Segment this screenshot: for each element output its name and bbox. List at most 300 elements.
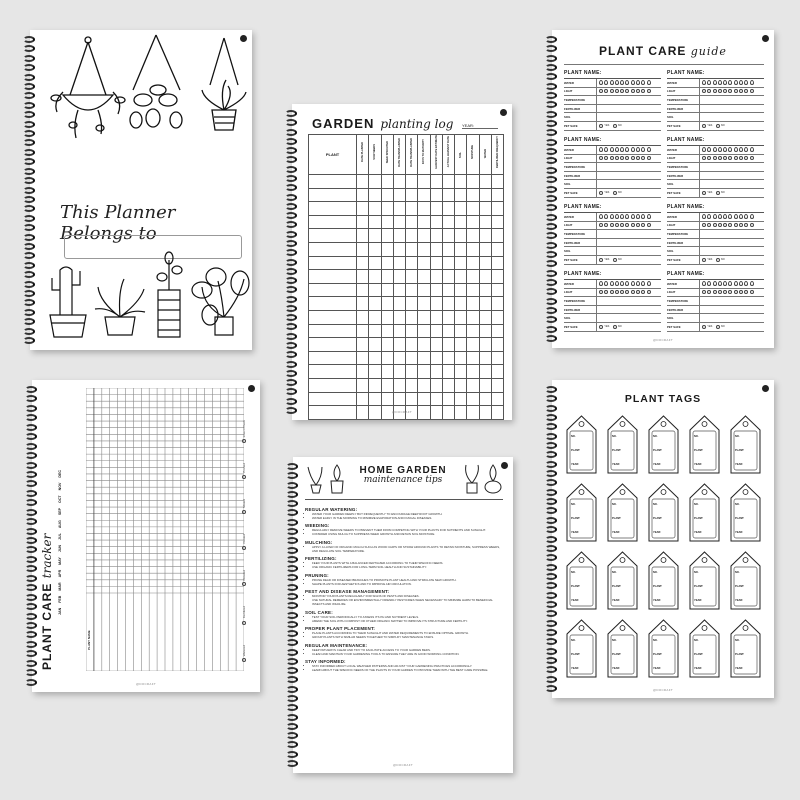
sun-icon[interactable] xyxy=(718,156,722,160)
legend-circle[interactable] xyxy=(242,475,246,479)
sun-icon[interactable] xyxy=(625,223,629,227)
water-drop-icon[interactable] xyxy=(620,214,624,219)
log-cell[interactable] xyxy=(309,365,357,379)
sun-icon[interactable] xyxy=(641,223,645,227)
care-field-value[interactable] xyxy=(597,325,661,329)
log-cell[interactable] xyxy=(369,242,381,256)
log-cell[interactable] xyxy=(442,351,454,365)
log-cell[interactable] xyxy=(369,188,381,202)
log-cell[interactable] xyxy=(393,324,405,338)
log-cell[interactable] xyxy=(393,229,405,243)
sun-icon[interactable] xyxy=(641,290,645,294)
log-cell[interactable] xyxy=(393,242,405,256)
log-cell[interactable] xyxy=(430,188,442,202)
log-cell[interactable] xyxy=(381,175,393,189)
log-cell[interactable] xyxy=(467,202,479,216)
water-drop-icon[interactable] xyxy=(707,214,711,219)
water-drop-icon[interactable] xyxy=(734,147,738,152)
log-cell[interactable] xyxy=(491,324,503,338)
log-cell[interactable] xyxy=(309,270,357,284)
sun-icon[interactable] xyxy=(713,290,717,294)
log-cell[interactable] xyxy=(369,351,381,365)
legend-item[interactable] xyxy=(234,463,254,479)
log-cell[interactable] xyxy=(418,256,430,270)
log-cell[interactable] xyxy=(357,256,369,270)
sun-icon[interactable] xyxy=(739,156,743,160)
care-field-value[interactable] xyxy=(700,147,764,152)
yes-radio[interactable] xyxy=(599,191,603,195)
log-cell[interactable] xyxy=(393,378,405,392)
no-radio[interactable] xyxy=(716,191,720,195)
log-cell[interactable] xyxy=(479,202,491,216)
log-cell[interactable] xyxy=(406,188,418,202)
plant-tag[interactable] xyxy=(565,415,598,475)
plant-tag[interactable] xyxy=(606,483,639,543)
log-cell[interactable] xyxy=(455,310,467,324)
log-cell[interactable] xyxy=(369,392,381,406)
sun-icon[interactable] xyxy=(750,156,754,160)
care-field-value[interactable] xyxy=(597,147,661,152)
log-cell[interactable] xyxy=(369,365,381,379)
log-cell[interactable] xyxy=(393,310,405,324)
care-field-value[interactable] xyxy=(700,258,764,262)
water-drop-icon[interactable] xyxy=(734,281,738,286)
log-cell[interactable] xyxy=(393,392,405,406)
log-cell[interactable] xyxy=(309,175,357,189)
log-cell[interactable] xyxy=(479,175,491,189)
sun-icon[interactable] xyxy=(718,290,722,294)
log-cell[interactable] xyxy=(467,324,479,338)
sun-icon[interactable] xyxy=(610,290,614,294)
log-cell[interactable] xyxy=(406,324,418,338)
log-cell[interactable] xyxy=(442,297,454,311)
log-cell[interactable] xyxy=(381,215,393,229)
care-field-value[interactable] xyxy=(700,191,764,195)
log-cell[interactable] xyxy=(418,324,430,338)
water-drop-icon[interactable] xyxy=(713,214,717,219)
sun-icon[interactable] xyxy=(744,223,748,227)
log-cell[interactable] xyxy=(430,242,442,256)
sun-icon[interactable] xyxy=(744,89,748,93)
year-field[interactable]: YEAR: xyxy=(462,123,498,129)
water-drop-icon[interactable] xyxy=(750,281,754,286)
log-cell[interactable] xyxy=(309,242,357,256)
log-cell[interactable] xyxy=(393,270,405,284)
log-cell[interactable] xyxy=(455,202,467,216)
log-cell[interactable] xyxy=(442,365,454,379)
log-cell[interactable] xyxy=(430,229,442,243)
plant-tag[interactable] xyxy=(647,483,680,543)
no-radio[interactable] xyxy=(613,191,617,195)
plant-tag[interactable] xyxy=(729,483,762,543)
water-drop-icon[interactable] xyxy=(625,214,629,219)
sun-icon[interactable] xyxy=(718,89,722,93)
sun-icon[interactable] xyxy=(723,89,727,93)
log-cell[interactable] xyxy=(491,242,503,256)
log-cell[interactable] xyxy=(393,175,405,189)
log-cell[interactable] xyxy=(418,392,430,406)
log-cell[interactable] xyxy=(442,229,454,243)
log-cell[interactable] xyxy=(467,365,479,379)
log-cell[interactable] xyxy=(430,378,442,392)
care-field-value[interactable] xyxy=(597,89,661,93)
water-drop-icon[interactable] xyxy=(750,147,754,152)
sun-icon[interactable] xyxy=(604,223,608,227)
legend-circle[interactable] xyxy=(242,582,246,586)
water-drop-icon[interactable] xyxy=(702,80,706,85)
log-cell[interactable] xyxy=(393,351,405,365)
water-drop-icon[interactable] xyxy=(636,147,640,152)
log-cell[interactable] xyxy=(467,338,479,352)
care-field-value[interactable] xyxy=(597,281,661,286)
sun-icon[interactable] xyxy=(728,223,732,227)
log-cell[interactable] xyxy=(381,392,393,406)
log-cell[interactable] xyxy=(479,365,491,379)
log-cell[interactable] xyxy=(418,338,430,352)
log-cell[interactable] xyxy=(442,175,454,189)
sun-icon[interactable] xyxy=(702,290,706,294)
log-cell[interactable] xyxy=(418,297,430,311)
sun-icon[interactable] xyxy=(702,89,706,93)
sun-icon[interactable] xyxy=(702,156,706,160)
log-cell[interactable] xyxy=(455,188,467,202)
tracker-grid[interactable] xyxy=(86,388,244,671)
log-cell[interactable] xyxy=(357,392,369,406)
log-cell[interactable] xyxy=(467,256,479,270)
water-drop-icon[interactable] xyxy=(739,281,743,286)
sun-icon[interactable] xyxy=(739,290,743,294)
water-drop-icon[interactable] xyxy=(636,80,640,85)
log-cell[interactable] xyxy=(491,270,503,284)
log-cell[interactable] xyxy=(430,175,442,189)
log-cell[interactable] xyxy=(479,229,491,243)
water-drop-icon[interactable] xyxy=(641,147,645,152)
log-cell[interactable] xyxy=(406,351,418,365)
log-cell[interactable] xyxy=(442,392,454,406)
no-radio[interactable] xyxy=(613,124,617,128)
log-cell[interactable] xyxy=(369,229,381,243)
sun-icon[interactable] xyxy=(636,223,640,227)
plant-tag[interactable] xyxy=(729,551,762,611)
care-field-value[interactable] xyxy=(597,124,661,128)
log-cell[interactable] xyxy=(418,283,430,297)
legend-circle[interactable] xyxy=(242,658,246,662)
log-cell[interactable] xyxy=(357,351,369,365)
log-cell[interactable] xyxy=(369,297,381,311)
sun-icon[interactable] xyxy=(599,89,603,93)
water-drop-icon[interactable] xyxy=(750,214,754,219)
legend-circle[interactable] xyxy=(242,439,246,443)
log-cell[interactable] xyxy=(455,256,467,270)
legend-circle[interactable] xyxy=(242,546,246,550)
sun-icon[interactable] xyxy=(610,156,614,160)
log-cell[interactable] xyxy=(479,256,491,270)
sun-icon[interactable] xyxy=(599,290,603,294)
sun-icon[interactable] xyxy=(728,290,732,294)
log-cell[interactable] xyxy=(381,242,393,256)
plant-tag[interactable] xyxy=(565,483,598,543)
log-cell[interactable] xyxy=(393,256,405,270)
sun-icon[interactable] xyxy=(615,223,619,227)
water-drop-icon[interactable] xyxy=(610,214,614,219)
sun-icon[interactable] xyxy=(647,290,651,294)
water-drop-icon[interactable] xyxy=(615,281,619,286)
log-cell[interactable] xyxy=(369,270,381,284)
log-cell[interactable] xyxy=(357,310,369,324)
plant-tag[interactable] xyxy=(565,619,598,679)
log-cell[interactable] xyxy=(406,365,418,379)
water-drop-icon[interactable] xyxy=(718,80,722,85)
water-drop-icon[interactable] xyxy=(610,147,614,152)
water-drop-icon[interactable] xyxy=(604,281,608,286)
log-cell[interactable] xyxy=(369,338,381,352)
log-cell[interactable] xyxy=(381,310,393,324)
plant-tag[interactable] xyxy=(606,619,639,679)
care-field-value[interactable] xyxy=(597,80,661,85)
plant-tag[interactable] xyxy=(729,619,762,679)
sun-icon[interactable] xyxy=(713,156,717,160)
log-cell[interactable] xyxy=(357,188,369,202)
log-cell[interactable] xyxy=(455,242,467,256)
log-cell[interactable] xyxy=(467,283,479,297)
log-cell[interactable] xyxy=(369,202,381,216)
log-cell[interactable] xyxy=(406,202,418,216)
care-field-value[interactable] xyxy=(700,156,764,160)
log-cell[interactable] xyxy=(491,215,503,229)
log-cell[interactable] xyxy=(430,297,442,311)
legend-circle[interactable] xyxy=(242,621,246,625)
log-cell[interactable] xyxy=(357,270,369,284)
water-drop-icon[interactable] xyxy=(599,214,603,219)
water-drop-icon[interactable] xyxy=(713,281,717,286)
log-cell[interactable] xyxy=(491,283,503,297)
sun-icon[interactable] xyxy=(744,290,748,294)
water-drop-icon[interactable] xyxy=(723,80,727,85)
water-drop-icon[interactable] xyxy=(744,214,748,219)
care-field-value[interactable] xyxy=(597,156,661,160)
sun-icon[interactable] xyxy=(734,156,738,160)
log-cell[interactable] xyxy=(442,338,454,352)
log-cell[interactable] xyxy=(381,365,393,379)
sun-icon[interactable] xyxy=(723,156,727,160)
sun-icon[interactable] xyxy=(728,156,732,160)
log-cell[interactable] xyxy=(381,324,393,338)
log-cell[interactable] xyxy=(381,283,393,297)
sun-icon[interactable] xyxy=(707,89,711,93)
care-field-value[interactable] xyxy=(700,124,764,128)
legend-item[interactable] xyxy=(234,606,254,624)
sun-icon[interactable] xyxy=(641,156,645,160)
sun-icon[interactable] xyxy=(620,89,624,93)
log-cell[interactable] xyxy=(442,256,454,270)
water-drop-icon[interactable] xyxy=(723,147,727,152)
water-drop-icon[interactable] xyxy=(615,147,619,152)
legend-item[interactable] xyxy=(234,534,254,550)
log-cell[interactable] xyxy=(309,378,357,392)
log-cell[interactable] xyxy=(357,365,369,379)
log-cell[interactable] xyxy=(430,392,442,406)
water-drop-icon[interactable] xyxy=(734,80,738,85)
log-cell[interactable] xyxy=(430,270,442,284)
log-cell[interactable] xyxy=(442,283,454,297)
log-cell[interactable] xyxy=(357,242,369,256)
sun-icon[interactable] xyxy=(631,290,635,294)
log-cell[interactable] xyxy=(406,310,418,324)
log-cell[interactable] xyxy=(309,188,357,202)
log-cell[interactable] xyxy=(430,256,442,270)
water-drop-icon[interactable] xyxy=(718,147,722,152)
care-field-value[interactable] xyxy=(597,191,661,195)
water-drop-icon[interactable] xyxy=(631,281,635,286)
care-field-value[interactable] xyxy=(700,89,764,93)
log-cell[interactable] xyxy=(430,324,442,338)
log-cell[interactable] xyxy=(406,338,418,352)
log-cell[interactable] xyxy=(491,229,503,243)
water-drop-icon[interactable] xyxy=(599,281,603,286)
log-cell[interactable] xyxy=(381,338,393,352)
log-cell[interactable] xyxy=(369,256,381,270)
water-drop-icon[interactable] xyxy=(620,80,624,85)
log-cell[interactable] xyxy=(309,256,357,270)
water-drop-icon[interactable] xyxy=(647,147,651,152)
sun-icon[interactable] xyxy=(636,156,640,160)
log-cell[interactable] xyxy=(357,229,369,243)
yes-radio[interactable] xyxy=(599,258,603,262)
log-cell[interactable] xyxy=(393,283,405,297)
plant-tag[interactable] xyxy=(606,551,639,611)
water-drop-icon[interactable] xyxy=(631,80,635,85)
sun-icon[interactable] xyxy=(750,290,754,294)
sun-icon[interactable] xyxy=(610,89,614,93)
log-cell[interactable] xyxy=(455,378,467,392)
log-cell[interactable] xyxy=(418,365,430,379)
log-cell[interactable] xyxy=(455,338,467,352)
log-cell[interactable] xyxy=(309,215,357,229)
sun-icon[interactable] xyxy=(739,223,743,227)
log-cell[interactable] xyxy=(309,202,357,216)
log-cell[interactable] xyxy=(418,310,430,324)
sun-icon[interactable] xyxy=(631,89,635,93)
log-cell[interactable] xyxy=(406,283,418,297)
log-cell[interactable] xyxy=(381,256,393,270)
sun-icon[interactable] xyxy=(713,89,717,93)
water-drop-icon[interactable] xyxy=(604,147,608,152)
log-cell[interactable] xyxy=(467,378,479,392)
log-cell[interactable] xyxy=(381,202,393,216)
water-drop-icon[interactable] xyxy=(647,214,651,219)
log-cell[interactable] xyxy=(357,338,369,352)
plant-tag[interactable] xyxy=(606,415,639,475)
no-radio[interactable] xyxy=(716,124,720,128)
legend-item[interactable] xyxy=(234,499,254,514)
water-drop-icon[interactable] xyxy=(604,214,608,219)
sun-icon[interactable] xyxy=(631,156,635,160)
legend-item[interactable] xyxy=(234,420,254,443)
sun-icon[interactable] xyxy=(707,156,711,160)
sun-icon[interactable] xyxy=(599,156,603,160)
water-drop-icon[interactable] xyxy=(631,214,635,219)
legend-item[interactable] xyxy=(234,570,254,587)
log-cell[interactable] xyxy=(442,378,454,392)
water-drop-icon[interactable] xyxy=(728,214,732,219)
sun-icon[interactable] xyxy=(647,223,651,227)
plant-tag[interactable] xyxy=(688,551,721,611)
plant-tag[interactable] xyxy=(688,619,721,679)
log-cell[interactable] xyxy=(430,202,442,216)
log-cell[interactable] xyxy=(491,351,503,365)
water-drop-icon[interactable] xyxy=(702,281,706,286)
log-cell[interactable] xyxy=(491,297,503,311)
log-cell[interactable] xyxy=(406,378,418,392)
yes-radio[interactable] xyxy=(702,258,706,262)
sun-icon[interactable] xyxy=(620,223,624,227)
care-field-value[interactable] xyxy=(597,290,661,294)
water-drop-icon[interactable] xyxy=(641,281,645,286)
water-drop-icon[interactable] xyxy=(636,214,640,219)
log-cell[interactable] xyxy=(467,392,479,406)
yes-radio[interactable] xyxy=(599,325,603,329)
log-cell[interactable] xyxy=(406,215,418,229)
water-drop-icon[interactable] xyxy=(718,214,722,219)
log-cell[interactable] xyxy=(455,229,467,243)
water-drop-icon[interactable] xyxy=(739,147,743,152)
log-cell[interactable] xyxy=(467,270,479,284)
log-cell[interactable] xyxy=(430,283,442,297)
log-cell[interactable] xyxy=(393,215,405,229)
care-field-value[interactable] xyxy=(700,80,764,85)
log-cell[interactable] xyxy=(406,392,418,406)
yes-radio[interactable] xyxy=(702,325,706,329)
log-cell[interactable] xyxy=(430,351,442,365)
water-drop-icon[interactable] xyxy=(620,147,624,152)
log-cell[interactable] xyxy=(455,351,467,365)
water-drop-icon[interactable] xyxy=(620,281,624,286)
log-cell[interactable] xyxy=(309,324,357,338)
no-radio[interactable] xyxy=(716,325,720,329)
water-drop-icon[interactable] xyxy=(631,147,635,152)
log-cell[interactable] xyxy=(479,378,491,392)
yes-radio[interactable] xyxy=(702,124,706,128)
log-cell[interactable] xyxy=(369,283,381,297)
sun-icon[interactable] xyxy=(707,223,711,227)
water-drop-icon[interactable] xyxy=(647,80,651,85)
sun-icon[interactable] xyxy=(723,223,727,227)
log-cell[interactable] xyxy=(381,378,393,392)
water-drop-icon[interactable] xyxy=(610,281,614,286)
water-drop-icon[interactable] xyxy=(707,281,711,286)
log-cell[interactable] xyxy=(309,351,357,365)
log-cell[interactable] xyxy=(455,270,467,284)
log-cell[interactable] xyxy=(491,392,503,406)
water-drop-icon[interactable] xyxy=(615,214,619,219)
water-drop-icon[interactable] xyxy=(636,281,640,286)
care-field-value[interactable] xyxy=(597,258,661,262)
log-cell[interactable] xyxy=(418,175,430,189)
sun-icon[interactable] xyxy=(707,290,711,294)
water-drop-icon[interactable] xyxy=(750,80,754,85)
log-cell[interactable] xyxy=(393,202,405,216)
log-cell[interactable] xyxy=(381,351,393,365)
log-cell[interactable] xyxy=(381,188,393,202)
log-cell[interactable] xyxy=(406,242,418,256)
water-drop-icon[interactable] xyxy=(625,281,629,286)
sun-icon[interactable] xyxy=(620,156,624,160)
sun-icon[interactable] xyxy=(610,223,614,227)
log-cell[interactable] xyxy=(479,215,491,229)
log-cell[interactable] xyxy=(455,365,467,379)
care-field-value[interactable] xyxy=(700,290,764,294)
log-cell[interactable] xyxy=(369,215,381,229)
